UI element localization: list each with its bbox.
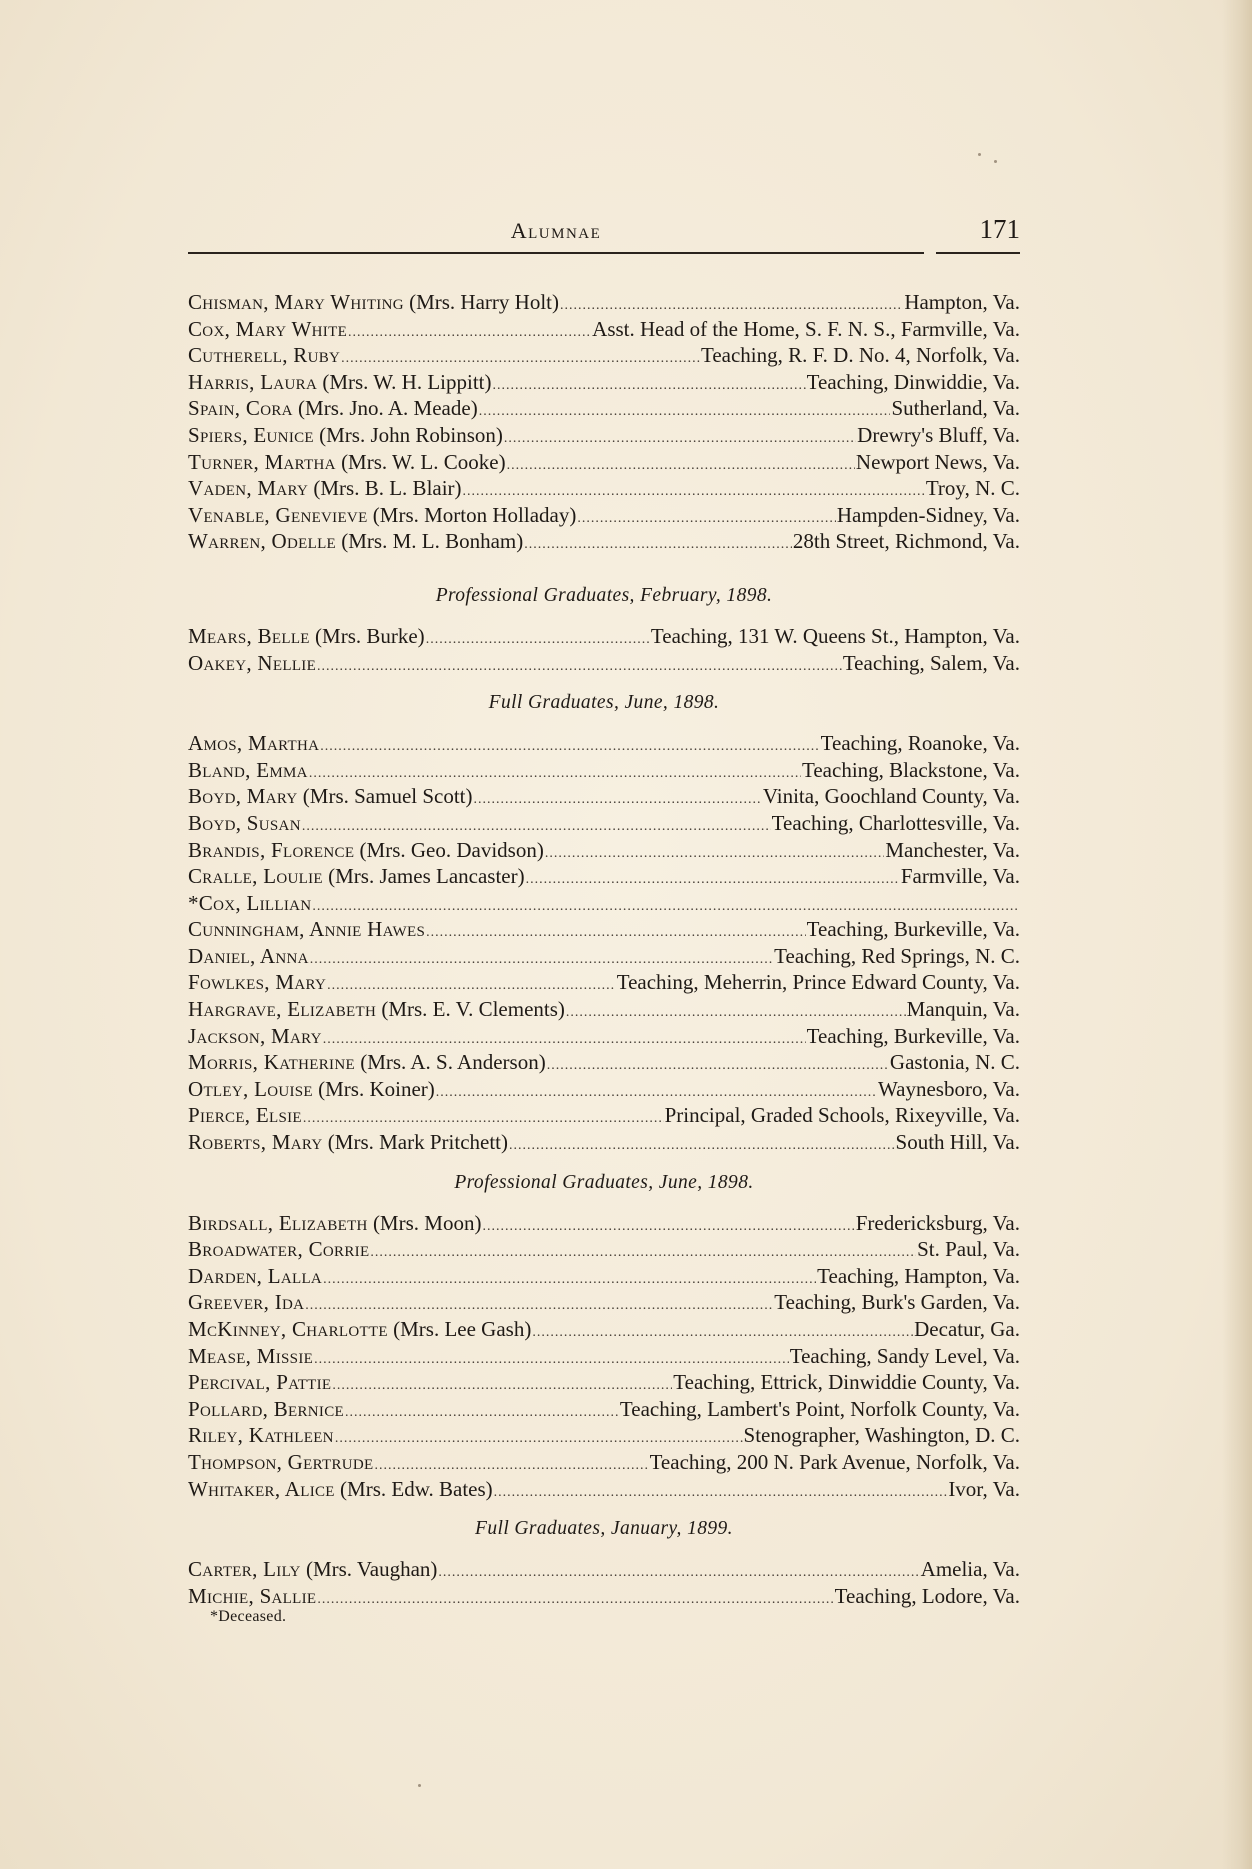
list-item [188, 623, 1020, 650]
alumna-surname: Spiers, Eunice [188, 422, 314, 447]
alumna-location: Stenographer, Washington, D. C. [743, 1423, 1020, 1448]
alumna-surname: Harris, Laura [188, 369, 318, 394]
alumna-location: Teaching, Hampton, Va. [817, 1263, 1020, 1288]
header-rule [188, 252, 924, 254]
list-item [188, 1556, 1020, 1583]
alumna-married-name: (Mrs. Harry Holt) [403, 290, 559, 314]
list-item [188, 916, 1020, 943]
alumna-surname: Darden, Lalla [188, 1263, 323, 1288]
list-item [188, 863, 1020, 890]
alumna-surname: Roberts, Mary [188, 1130, 323, 1155]
alumna-married-name: (Mrs. Jno. A. Meade) [292, 396, 478, 421]
dot-leader [545, 841, 884, 868]
alumna-married-name: (Mrs. Moon) [367, 1210, 482, 1235]
alumna-surname: Thompson, Gertrude [188, 1449, 374, 1474]
alumna-name [188, 1210, 481, 1237]
alumna-name [188, 1422, 334, 1449]
list-item [188, 1583, 1020, 1610]
alumna-location: Teaching, Blackstone, Va. [802, 757, 1020, 782]
dot-leader [526, 867, 900, 894]
alumna-name [188, 1343, 313, 1370]
alumna-location: Hampden-Sidney, Va. [836, 502, 1020, 527]
alumna-location: Teaching, Burkeville, Va. [806, 917, 1020, 942]
alumna-location: Teaching, Lodore, Va. [834, 1583, 1020, 1608]
list-item [188, 422, 1020, 449]
alumna-married-name: (Mrs. Samuel Scott) [297, 784, 473, 809]
footnote: *Deceased. [210, 1608, 287, 1625]
alumna-surname: Greever, Ida [188, 1290, 305, 1315]
graduates-section [188, 569, 1020, 676]
alumna-location: Gastonia, N. C. [889, 1050, 1020, 1075]
alumna-location: South Hill, Va. [895, 1130, 1020, 1155]
alumna-name [188, 1102, 302, 1129]
page-spine-shadow [1222, 0, 1252, 1869]
alumna-married-name: (Mrs. Koiner) [312, 1076, 435, 1101]
alumna-married-name: (Mrs. Geo. Davidson) [354, 837, 544, 862]
alumna-name [188, 342, 340, 369]
alumna-surname: Turner, Martha [188, 449, 336, 474]
alumna-surname: Cutherell, Ruby [188, 343, 341, 368]
dot-leader [426, 920, 806, 947]
alumna-location: Teaching, Ettrick, Dinwiddie County, Va. [673, 1370, 1020, 1395]
section-heading: Full Graduates, June, 1898. [488, 692, 720, 714]
alumna-name [188, 757, 308, 784]
alumna-location: Manchester, Va. [885, 837, 1020, 862]
alumna-surname: Cunningham, Annie Hawes [188, 917, 426, 942]
dot-leader [317, 1587, 833, 1614]
graduates-section [188, 1156, 1020, 1503]
alumna-surname: Mease, Missie [188, 1343, 314, 1368]
list-item [188, 1476, 1020, 1503]
alumna-married-name: (Mrs. E. V. Clements) [376, 997, 565, 1022]
alumna-name [188, 783, 473, 810]
list-item [188, 475, 1020, 502]
alumna-name [188, 969, 326, 996]
alumna-name [188, 810, 301, 837]
alumna-name [188, 369, 492, 396]
graduates-section [188, 1502, 1020, 1609]
section-heading: Professional Graduates, June, 1898. [454, 1171, 754, 1193]
page-number: 171 [979, 214, 1020, 244]
alumna-married-name: (Mrs. M. L. Bonham) [336, 529, 524, 554]
list-item [188, 1396, 1020, 1423]
alumna-name [188, 289, 559, 316]
alumna-name [188, 1476, 493, 1503]
alumna-location: Drewry's Bluff, Va. [857, 422, 1020, 447]
alumna-location: Amelia, Va. [920, 1557, 1020, 1582]
alumna-name [188, 475, 462, 502]
alumna-location: Principal, Graded Schools, Rixeyville, Va. [664, 1103, 1020, 1128]
alumna-name [188, 316, 347, 343]
alumna-location: Teaching, Lambert's Point, Norfolk County, Va. [619, 1396, 1020, 1421]
alumna-name [188, 1129, 508, 1156]
alumna-surname: Birdsall, Elizabeth [188, 1210, 368, 1235]
alumna-location: Teaching, R. F. D. No. 4, Norfolk, Va. [700, 343, 1020, 368]
alumna-name [188, 1289, 304, 1316]
alumna-location: Teaching, Burkeville, Va. [806, 1023, 1020, 1048]
alumna-location: Asst. Head of the Home, S. F. N. S., Farmville, Va. [592, 316, 1020, 341]
alumna-married-name: (Mrs. Mark Pritchett) [322, 1130, 508, 1155]
list-item [188, 1422, 1020, 1449]
section-heading: Full Graduates, January, 1899. [475, 1518, 733, 1540]
alumna-surname: Pollard, Bernice [188, 1396, 344, 1421]
paper-speck [978, 153, 981, 156]
dot-leader [524, 532, 792, 559]
page-header [188, 212, 1020, 256]
list-item [188, 996, 1020, 1023]
list-item [188, 369, 1020, 396]
alumna-location: Waynesboro, Va. [878, 1076, 1020, 1101]
alumna-surname: Venable, Genevieve [188, 502, 368, 527]
alumna-name [188, 650, 316, 677]
alumna-name [188, 890, 311, 917]
alumna-surname: Jackson, Mary [188, 1023, 322, 1048]
alumna-name [188, 863, 525, 890]
alumna-surname: Chisman, Mary Whiting [188, 290, 404, 314]
dot-leader [479, 399, 891, 426]
list-item [188, 1049, 1020, 1076]
alumna-married-name: (Mrs. Morton Holladay) [367, 502, 577, 527]
alumna-surname: Amos, Martha [188, 731, 320, 756]
alumna-name [188, 1049, 546, 1076]
list-item [188, 1449, 1020, 1476]
alumna-married-name: (Mrs. John Robinson) [313, 422, 503, 447]
dot-leader [426, 627, 650, 654]
list-item [188, 316, 1020, 343]
list-item [188, 449, 1020, 476]
dot-leader [493, 373, 806, 400]
alumna-name [188, 996, 565, 1023]
list-item [188, 730, 1020, 757]
alumna-surname: Whitaker, Alice [188, 1476, 335, 1501]
alumna-location: Teaching, Meherrin, Prince Edward County, Va. [616, 970, 1020, 995]
alumna-surname: *Cox, Lillian [188, 890, 312, 915]
alumna-name [188, 1396, 344, 1423]
list-item [188, 1289, 1020, 1316]
header-rule-short [936, 252, 1020, 254]
alumna-location: Fredericksburg, Va. [855, 1210, 1020, 1235]
alumna-name [188, 1023, 322, 1050]
list-item [188, 1023, 1020, 1050]
alumna-location: Newport News, Va. [855, 449, 1020, 474]
list-item [188, 783, 1020, 810]
alumna-surname: Morris, Katherine [188, 1050, 355, 1075]
alumna-location: Vinita, Goochland County, Va. [762, 784, 1020, 809]
alumna-location: 28th Street, Richmond, Va. [792, 529, 1020, 554]
alumna-married-name: (Mrs. W. H. Lippitt) [317, 369, 492, 394]
alumna-name [188, 502, 576, 529]
list-item [188, 528, 1020, 555]
alumnae-list [188, 289, 1020, 1609]
list-item [188, 1369, 1020, 1396]
alumna-surname: Spain, Cora [188, 396, 293, 421]
alumna-name [188, 1263, 322, 1290]
alumna-surname: Mears, Belle [188, 623, 310, 648]
alumna-name [188, 1076, 435, 1103]
dot-leader [348, 320, 591, 347]
list-item [188, 342, 1020, 369]
alumna-married-name: (Mrs. James Lancaster) [322, 864, 525, 889]
dot-leader [547, 1053, 889, 1080]
alumna-married-name: (Mrs. Burke) [309, 623, 425, 648]
alumna-location: Teaching, 200 N. Park Avenue, Norfolk, Va. [649, 1449, 1020, 1474]
alumna-location: Sutherland, Va. [891, 396, 1020, 421]
list-item [188, 757, 1020, 784]
alumna-name [188, 395, 478, 422]
list-item [188, 810, 1020, 837]
alumna-name [188, 1369, 331, 1396]
alumna-surname: Boyd, Susan [188, 810, 301, 835]
dot-leader [323, 1267, 816, 1294]
alumna-surname: Warren, Odelle [188, 529, 337, 554]
section-heading: Professional Graduates, February, 1898. [435, 584, 773, 606]
list-item [188, 837, 1020, 864]
dot-leader [320, 734, 819, 761]
alumna-surname: McKinney, Charlotte [188, 1317, 388, 1341]
list-item [188, 1236, 1020, 1263]
alumna-location: Teaching, Red Springs, N. C. [774, 943, 1020, 968]
alumna-married-name: (Mrs. Edw. Bates) [334, 1476, 493, 1501]
alumna-surname: Cox, Mary White [188, 316, 348, 341]
alumna-location: Hampton, Va. [904, 290, 1020, 314]
alumna-surname: Bland, Emma [188, 757, 308, 782]
list-item [188, 650, 1020, 677]
alumna-surname: Cralle, Loulie [188, 864, 323, 889]
dot-leader [345, 1400, 619, 1427]
alumna-surname: Percival, Pattie [188, 1370, 332, 1395]
graduates-section [188, 676, 1020, 1156]
alumna-location: St. Paul, Va. [917, 1237, 1020, 1262]
alumna-surname: Vaden, Mary [188, 476, 309, 501]
alumna-name [188, 730, 319, 757]
list-item [188, 1263, 1020, 1290]
alumna-name [188, 528, 523, 555]
alumna-name [188, 1556, 437, 1583]
dot-leader [504, 426, 856, 453]
alumna-location: Troy, N. C. [925, 476, 1020, 501]
list-item [188, 502, 1020, 529]
alumna-surname: Daniel, Anna [188, 943, 309, 968]
alumna-location: Teaching, Burk's Garden, Va. [774, 1290, 1020, 1315]
alumna-married-name: (Mrs. Lee Gash) [387, 1317, 532, 1341]
list-item [188, 1076, 1020, 1103]
alumna-location: Farmville, Va. [900, 864, 1020, 889]
alumna-name [188, 623, 425, 650]
list-item [188, 289, 1020, 316]
list-item [188, 943, 1020, 970]
paper-speck [418, 1784, 421, 1787]
dot-leader [474, 787, 762, 814]
alumna-location: Teaching, 131 W. Queens St., Hampton, Va. [650, 623, 1020, 648]
alumna-surname: Riley, Kathleen [188, 1423, 334, 1448]
alumna-surname: Fowlkes, Mary [188, 970, 327, 995]
alumna-surname: Brandis, Florence [188, 837, 355, 862]
alumna-name [188, 837, 544, 864]
list-item [188, 1129, 1020, 1156]
alumna-name [188, 943, 309, 970]
alumna-surname: Michie, Sallie [188, 1583, 317, 1608]
alumna-location: Teaching, Roanoke, Va. [820, 731, 1020, 756]
list-item [188, 1102, 1020, 1129]
dot-leader [482, 1214, 854, 1241]
alumna-name [188, 422, 503, 449]
alumna-married-name: (Mrs. Vaughan) [300, 1557, 438, 1582]
list-item [188, 1343, 1020, 1370]
alumna-surname: Boyd, Mary [188, 784, 298, 809]
graduates-section [188, 289, 1020, 569]
alumna-location: Manquin, Va. [906, 997, 1020, 1022]
alumna-name [188, 1236, 369, 1263]
alumna-married-name: (Mrs. B. L. Blair) [308, 476, 462, 501]
alumna-married-name: (Mrs. W. L. Cooke) [335, 449, 506, 474]
alumna-married-name: (Mrs. A. S. Anderson) [354, 1050, 546, 1075]
alumna-name [188, 1449, 374, 1476]
alumna-name [188, 916, 425, 943]
list-item [188, 1210, 1020, 1237]
list-item [188, 395, 1020, 422]
paper-speck [994, 160, 997, 163]
alumna-location: Teaching, Salem, Va. [842, 650, 1020, 675]
alumna-name [188, 449, 506, 476]
alumna-location: Teaching, Charlottesville, Va. [771, 810, 1020, 835]
alumna-surname: Broadwater, Corrie [188, 1237, 370, 1262]
alumna-name [188, 1316, 531, 1343]
alumna-location: Teaching, Sandy Level, Va. [789, 1343, 1020, 1368]
list-item [188, 1316, 1020, 1343]
alumna-surname: Pierce, Elsie [188, 1103, 302, 1128]
alumna-surname: Oakey, Nellie [188, 650, 317, 675]
alumna-location: Ivor, Va. [948, 1476, 1020, 1501]
dot-leader [507, 453, 855, 480]
alumna-name [188, 1583, 316, 1610]
alumna-surname: Otley, Louise [188, 1076, 313, 1101]
list-item [188, 890, 1020, 917]
alumna-location: Decatur, Ga. [914, 1317, 1020, 1341]
list-item [188, 969, 1020, 996]
alumna-surname: Carter, Lily [188, 1557, 301, 1582]
alumna-location: Teaching, Dinwiddie, Va. [806, 369, 1020, 394]
running-head: Alumnae [510, 218, 602, 243]
alumna-surname: Hargrave, Elizabeth [188, 997, 377, 1022]
